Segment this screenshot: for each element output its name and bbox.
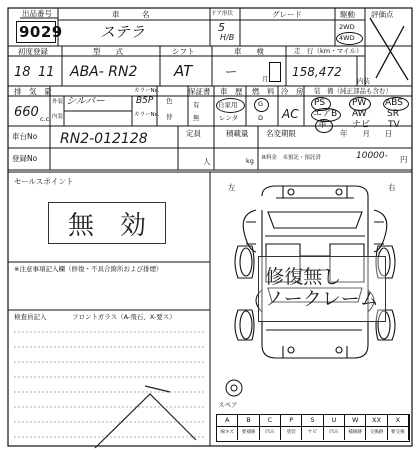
deadline-ymd: 年 月 日: [340, 129, 393, 138]
equipment-label: 装 備（純正部品も含む）: [314, 87, 392, 95]
equip-aw: AW: [352, 109, 367, 119]
load-unit: kg: [246, 157, 254, 165]
inspector-label: 検査員記入: [14, 313, 47, 321]
car-name-label: 車 名: [112, 10, 150, 19]
legend-name: 線キズ: [217, 427, 238, 440]
legend-code: B: [238, 415, 259, 427]
warranty-no: 無: [193, 114, 200, 122]
legend-code: W: [345, 415, 366, 427]
grade-label: グレード: [272, 10, 302, 19]
legend-name: 凹み: [324, 427, 345, 440]
registration-no-label: 登録No: [12, 154, 38, 163]
cc-label: c.c.: [40, 115, 52, 123]
drive-label: 駆動: [340, 10, 355, 19]
legend-code: A: [217, 415, 238, 427]
equip-abs: ABS: [385, 98, 403, 108]
diagram-right-label: 右: [388, 183, 396, 192]
ac-label: 冷 房: [281, 87, 304, 96]
diagram-left-label: 左: [228, 183, 236, 192]
fuel-d: D: [258, 114, 264, 122]
equip-airbag: エアB: [313, 109, 338, 119]
warranty-yes: 有: [193, 101, 200, 109]
drive-2wd: 2WD: [339, 23, 355, 31]
equip-pw: PW: [352, 98, 367, 108]
chassis-label: 車台No: [12, 132, 38, 141]
legend-code: X: [388, 415, 409, 427]
legend-name: 要補修: [238, 427, 259, 440]
fuel-label: 燃 料: [252, 87, 275, 96]
history-label: 車 歴: [220, 87, 243, 96]
equip-sr: SR: [387, 109, 399, 119]
equip-tv: TV: [388, 120, 400, 130]
first-reg-year: 18: [14, 65, 31, 80]
displacement-label: 排 気 量: [14, 87, 52, 96]
legend-name: 凹み: [260, 427, 281, 440]
interior-label: 内装: [52, 114, 64, 120]
equip-leather: 革: [318, 120, 328, 130]
exterior-label: 外装: [52, 99, 64, 105]
body-type: H/B: [220, 33, 235, 42]
model-value: ABA- RN2: [70, 64, 138, 80]
car-name: ステラ: [100, 23, 145, 41]
change-label: 替: [166, 113, 173, 121]
shift-value: AT: [174, 62, 193, 80]
first-reg-month: 11: [38, 65, 55, 80]
inspection-value: ー: [224, 65, 237, 79]
lot-number: 9029: [19, 23, 63, 41]
notes-label: ※注意事項記入欄（修復・不具合箇所および排煙）: [14, 265, 163, 273]
legend-name: 補修跡: [345, 427, 366, 440]
recycle-unit: 円: [400, 155, 408, 164]
sales-point-label: セールスポイント: [14, 177, 74, 186]
no-claim-stamp-text: 修復無し ノークレーム: [265, 266, 379, 310]
equip-navi: ナビ: [352, 120, 371, 130]
side-label: 内装: [357, 77, 370, 85]
warranty-label: 保証書: [188, 87, 211, 96]
windshield-label: フロントガラス（A-飛石、X-要ス）: [72, 313, 176, 321]
fuel-g: G: [258, 100, 264, 108]
no-claim-stamp: [258, 256, 386, 322]
color-no-value: B5P: [136, 96, 154, 106]
inspection-month-suffix: 月: [262, 75, 269, 83]
deadline-label: 名変期限: [266, 129, 296, 138]
mileage-label: 走 行（km・マイル）: [294, 47, 363, 55]
load-label: 積載量: [226, 129, 249, 138]
history-own: 自家用: [218, 101, 238, 109]
legend-code: XX: [366, 415, 387, 427]
doors-label: ドア形状: [211, 11, 233, 17]
equip-ps: PS: [314, 98, 326, 108]
inspection-label: 車 検: [234, 47, 264, 56]
first-reg-label: 初度登録: [18, 47, 48, 56]
ac-value: AC: [282, 107, 299, 121]
recycle-value: 10000-: [356, 151, 388, 161]
legend-name: 塗装: [281, 427, 302, 440]
legend-code: U: [324, 415, 345, 427]
color-no-label: カラーNo.: [134, 88, 160, 94]
legend-code: P: [281, 415, 302, 427]
recycle-label: R料金 未預託・預託済: [262, 155, 321, 161]
mileage-value: 158,472: [292, 65, 342, 79]
chassis-value: RN2-012128: [60, 131, 148, 147]
legend-code: S: [302, 415, 323, 427]
history-rental: レンタ: [219, 114, 239, 122]
color-label: 色: [166, 97, 173, 105]
legend-code: C: [260, 415, 281, 427]
capacity-unit: 人: [203, 157, 211, 166]
shift-label: シフト: [172, 47, 195, 56]
color-value: シルバー: [66, 96, 106, 107]
color2-no-label: カラーNo.: [134, 112, 160, 118]
legend-name: 要交換: [388, 427, 409, 440]
doors-value: 5: [218, 21, 225, 34]
legend-name: サビ: [302, 427, 323, 440]
drive-4wd: 4WD: [339, 34, 355, 42]
void-stamp-text: 無 効: [67, 210, 146, 241]
damage-legend: [216, 414, 410, 442]
lot-label: 出品番号: [22, 9, 52, 18]
capacity-label: 定員: [186, 129, 201, 138]
eval-label: 評価点: [371, 10, 394, 19]
legend-name: 交換跡: [366, 427, 387, 440]
displacement-value: 660: [14, 105, 39, 120]
model-label: 型 式: [93, 47, 123, 56]
spare-label: スペア: [218, 401, 238, 409]
